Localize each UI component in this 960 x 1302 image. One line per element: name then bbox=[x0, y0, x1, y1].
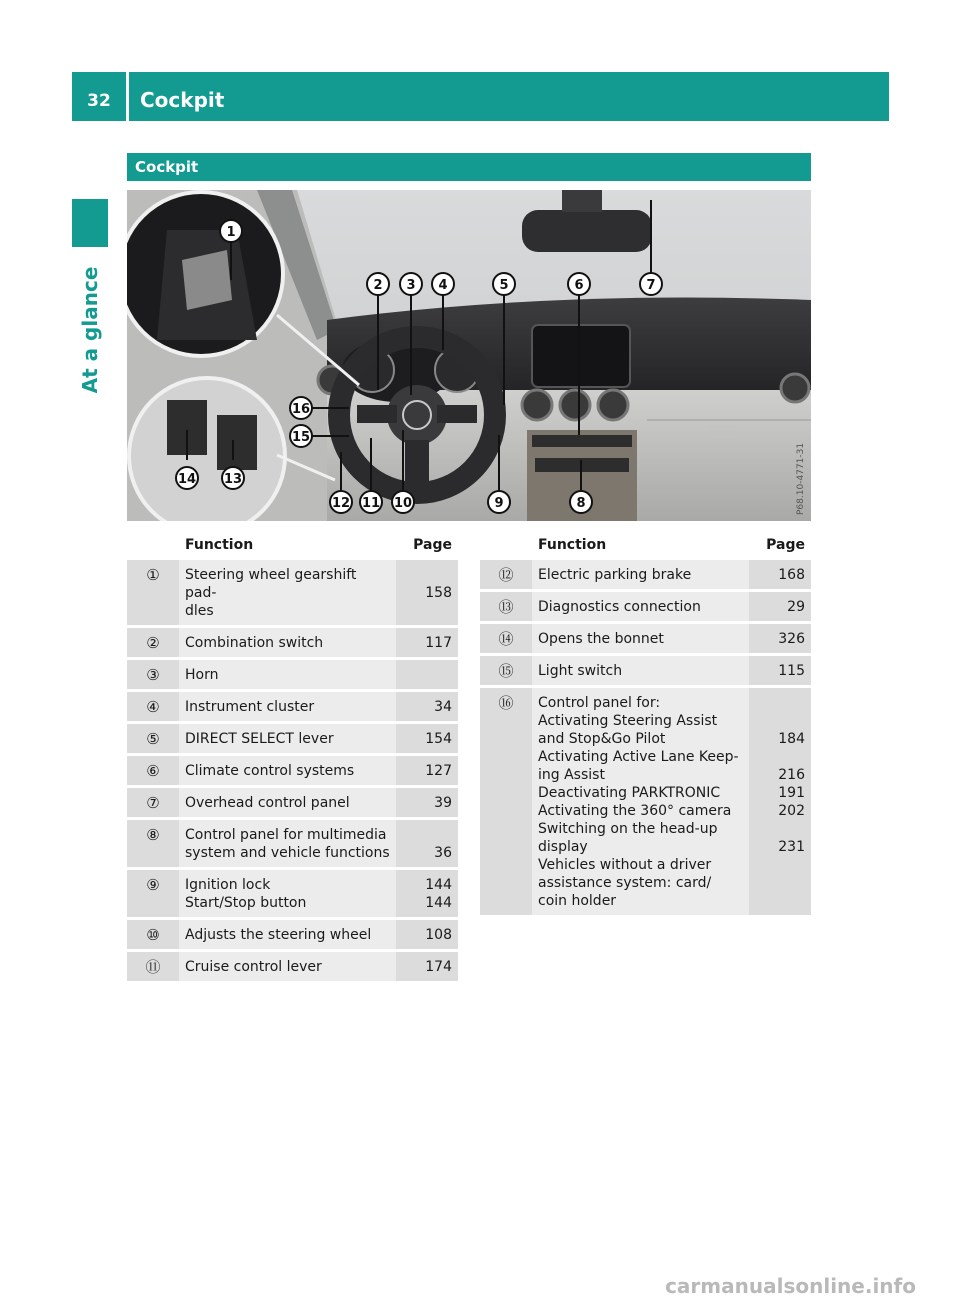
row-function bbox=[532, 621, 749, 653]
row-number: ⑧ bbox=[127, 817, 179, 867]
row-page bbox=[749, 653, 811, 685]
page-ref: 115 bbox=[778, 663, 805, 679]
side-tab-marker bbox=[72, 199, 108, 247]
row-function bbox=[532, 685, 749, 915]
page-ref: 202 bbox=[778, 803, 805, 819]
page-ref bbox=[755, 694, 805, 712]
function-line: Electric parking brake bbox=[538, 567, 692, 583]
row-number: ⑬ bbox=[480, 589, 532, 621]
footer-watermark: carmanualsonline.info bbox=[665, 1274, 916, 1298]
table-row bbox=[127, 560, 458, 625]
callout-layer bbox=[127, 190, 811, 521]
callout-15 bbox=[290, 425, 312, 447]
cockpit-figure bbox=[127, 190, 811, 521]
callout-6 bbox=[568, 273, 590, 295]
row-function bbox=[532, 653, 749, 685]
table-body-right bbox=[480, 560, 811, 915]
callout-12-label: 12 bbox=[331, 496, 351, 511]
row-page bbox=[749, 621, 811, 653]
table-row bbox=[127, 721, 458, 753]
row-page bbox=[749, 560, 811, 589]
row-page bbox=[396, 657, 458, 689]
row-page bbox=[396, 817, 458, 867]
page-ref: 34 bbox=[434, 699, 452, 715]
row-function bbox=[532, 560, 749, 589]
function-line: Opens the bonnet bbox=[538, 631, 664, 647]
callout-15-label: 15 bbox=[291, 430, 311, 445]
row-function bbox=[179, 949, 396, 981]
row-function bbox=[179, 867, 396, 917]
section-title: Cockpit bbox=[127, 153, 811, 181]
callout-5-label: 5 bbox=[499, 278, 509, 293]
function-line: system and vehicle functions bbox=[185, 845, 390, 861]
row-page bbox=[749, 685, 811, 915]
page-ref: 39 bbox=[434, 795, 452, 811]
row-page bbox=[396, 867, 458, 917]
row-number: ⑮ bbox=[480, 653, 532, 685]
table-row bbox=[127, 689, 458, 721]
page-header bbox=[72, 72, 889, 121]
callout-10-label: 10 bbox=[393, 496, 413, 511]
function-line: Ignition lock bbox=[185, 877, 271, 893]
row-page bbox=[396, 625, 458, 657]
callout-13-label: 13 bbox=[223, 472, 243, 487]
page-ref: 326 bbox=[778, 631, 805, 647]
page-ref: 108 bbox=[425, 927, 452, 943]
callout-2 bbox=[367, 273, 389, 295]
page-number: 32 bbox=[87, 91, 111, 111]
function-line: Light switch bbox=[538, 663, 623, 679]
header-function: Function bbox=[532, 530, 749, 560]
page-ref bbox=[402, 566, 452, 584]
row-function bbox=[179, 753, 396, 785]
page-ref bbox=[402, 826, 452, 844]
row-page bbox=[396, 721, 458, 753]
table-row bbox=[480, 653, 811, 685]
row-number: ⑫ bbox=[480, 560, 532, 589]
row-number: ⑪ bbox=[127, 949, 179, 981]
row-number: ⑭ bbox=[480, 621, 532, 653]
function-line: Steering wheel gearshift pad- bbox=[185, 567, 357, 601]
figure-code: P68.10-4771-31 bbox=[796, 442, 806, 515]
table-header-row bbox=[127, 530, 458, 560]
page-ref: 158 bbox=[425, 585, 452, 601]
header-title: Cockpit bbox=[140, 88, 225, 112]
callout-7-label: 7 bbox=[646, 278, 656, 293]
table-row bbox=[127, 949, 458, 981]
page-ref: 36 bbox=[434, 845, 452, 861]
function-line: Activating Steering Assist bbox=[538, 713, 718, 729]
table-row bbox=[127, 867, 458, 917]
function-line: Horn bbox=[185, 667, 219, 683]
callout-8-label: 8 bbox=[576, 496, 586, 511]
row-function bbox=[179, 625, 396, 657]
callout-4-label: 4 bbox=[438, 278, 448, 293]
table-row bbox=[127, 785, 458, 817]
function-line: Cruise control lever bbox=[185, 959, 322, 975]
page-footer bbox=[0, 1268, 960, 1302]
callout-8 bbox=[570, 491, 592, 513]
function-line: Adjusts the steering wheel bbox=[185, 927, 372, 943]
callout-16 bbox=[290, 397, 312, 419]
table-row bbox=[480, 685, 811, 915]
callout-14 bbox=[176, 467, 198, 489]
page-ref: 127 bbox=[425, 763, 452, 779]
function-line: Control panel for multimedia bbox=[185, 827, 387, 843]
function-line: assistance system: card/ bbox=[538, 875, 712, 891]
function-line: Activating Active Lane Keep- bbox=[538, 749, 739, 765]
side-tab-label: At a glance bbox=[78, 266, 102, 394]
function-line: Control panel for: bbox=[538, 695, 661, 711]
function-line: Overhead control panel bbox=[185, 795, 350, 811]
page-ref: 144 bbox=[425, 895, 452, 911]
callout-3-label: 3 bbox=[406, 278, 416, 293]
callout-7 bbox=[640, 273, 662, 295]
row-function bbox=[179, 721, 396, 753]
function-line: ing Assist bbox=[538, 767, 605, 783]
row-number: ⑯ bbox=[480, 685, 532, 915]
header-page: Page bbox=[396, 530, 458, 560]
callout-16-label: 16 bbox=[291, 402, 311, 417]
row-function bbox=[179, 560, 396, 625]
page-ref: 168 bbox=[778, 567, 805, 583]
function-line: Instrument cluster bbox=[185, 699, 315, 715]
page-ref: 216 bbox=[778, 767, 805, 783]
row-function bbox=[179, 917, 396, 949]
table-row bbox=[480, 560, 811, 589]
header-number-column bbox=[480, 530, 532, 560]
callout-6-label: 6 bbox=[574, 278, 584, 293]
callout-3 bbox=[400, 273, 422, 295]
callout-1 bbox=[220, 220, 242, 242]
function-line: Activating the 360° camera bbox=[538, 803, 732, 819]
row-number: ① bbox=[127, 560, 179, 625]
function-line: display bbox=[538, 839, 588, 855]
callout-9 bbox=[488, 491, 510, 513]
page-ref bbox=[755, 874, 805, 892]
callout-11 bbox=[360, 491, 382, 513]
callout-11-label: 11 bbox=[361, 496, 381, 511]
row-function bbox=[179, 785, 396, 817]
row-function bbox=[532, 589, 749, 621]
callout-14-label: 14 bbox=[177, 472, 197, 487]
callout-9-label: 9 bbox=[494, 496, 504, 511]
function-line: coin holder bbox=[538, 893, 617, 909]
callout-2-label: 2 bbox=[373, 278, 383, 293]
callout-10 bbox=[392, 491, 414, 513]
table-header-row bbox=[480, 530, 811, 560]
row-page bbox=[749, 589, 811, 621]
function-table-right bbox=[480, 530, 811, 915]
callout-5 bbox=[493, 273, 515, 295]
row-number: ⑥ bbox=[127, 753, 179, 785]
header-number-column bbox=[127, 530, 179, 560]
row-page bbox=[396, 753, 458, 785]
page-ref: 29 bbox=[787, 599, 805, 615]
row-number: ⑤ bbox=[127, 721, 179, 753]
table-body-left bbox=[127, 560, 458, 981]
page-ref: 184 bbox=[778, 731, 805, 747]
row-page bbox=[396, 949, 458, 981]
table-row bbox=[127, 625, 458, 657]
row-number: ④ bbox=[127, 689, 179, 721]
page-ref bbox=[402, 666, 452, 684]
page-ref bbox=[755, 856, 805, 874]
table-row bbox=[127, 817, 458, 867]
table-row bbox=[127, 753, 458, 785]
row-number: ② bbox=[127, 625, 179, 657]
table-row bbox=[127, 917, 458, 949]
function-line: Combination switch bbox=[185, 635, 324, 651]
page-ref: 117 bbox=[425, 635, 452, 651]
page-ref: 154 bbox=[425, 731, 452, 747]
page-ref bbox=[755, 820, 805, 838]
row-page bbox=[396, 689, 458, 721]
row-function bbox=[179, 657, 396, 689]
function-line: Start/Stop button bbox=[185, 895, 307, 911]
callout-1-label: 1 bbox=[226, 225, 236, 240]
page-ref: 144 bbox=[425, 877, 452, 893]
row-page bbox=[396, 917, 458, 949]
row-number: ③ bbox=[127, 657, 179, 689]
page-ref bbox=[755, 712, 805, 730]
function-line: dles bbox=[185, 603, 214, 619]
function-line: Vehicles without a driver bbox=[538, 857, 712, 873]
page-ref: 174 bbox=[425, 959, 452, 975]
function-line: DIRECT SELECT lever bbox=[185, 731, 334, 747]
page-ref: 231 bbox=[778, 839, 805, 855]
row-function bbox=[179, 817, 396, 867]
function-line: Deactivating PARKTRONIC bbox=[538, 785, 721, 801]
header-divider bbox=[126, 72, 129, 121]
table-row bbox=[480, 621, 811, 653]
function-line: and Stop&Go Pilot bbox=[538, 731, 666, 747]
function-line: Climate control systems bbox=[185, 763, 355, 779]
table-row bbox=[127, 657, 458, 689]
header-function: Function bbox=[179, 530, 396, 560]
row-page bbox=[396, 560, 458, 625]
function-table-left bbox=[127, 530, 458, 981]
row-number: ⑨ bbox=[127, 867, 179, 917]
row-page bbox=[396, 785, 458, 817]
function-line: Diagnostics connection bbox=[538, 599, 701, 615]
page-ref: 191 bbox=[778, 785, 805, 801]
header-page: Page bbox=[749, 530, 811, 560]
row-number: ⑦ bbox=[127, 785, 179, 817]
table-row bbox=[480, 589, 811, 621]
callout-4 bbox=[432, 273, 454, 295]
callout-12 bbox=[330, 491, 352, 513]
function-line: Switching on the head-up bbox=[538, 821, 718, 837]
row-number: ⑩ bbox=[127, 917, 179, 949]
row-function bbox=[179, 689, 396, 721]
page-ref bbox=[755, 892, 805, 910]
page-ref bbox=[755, 748, 805, 766]
callout-13 bbox=[222, 467, 244, 489]
